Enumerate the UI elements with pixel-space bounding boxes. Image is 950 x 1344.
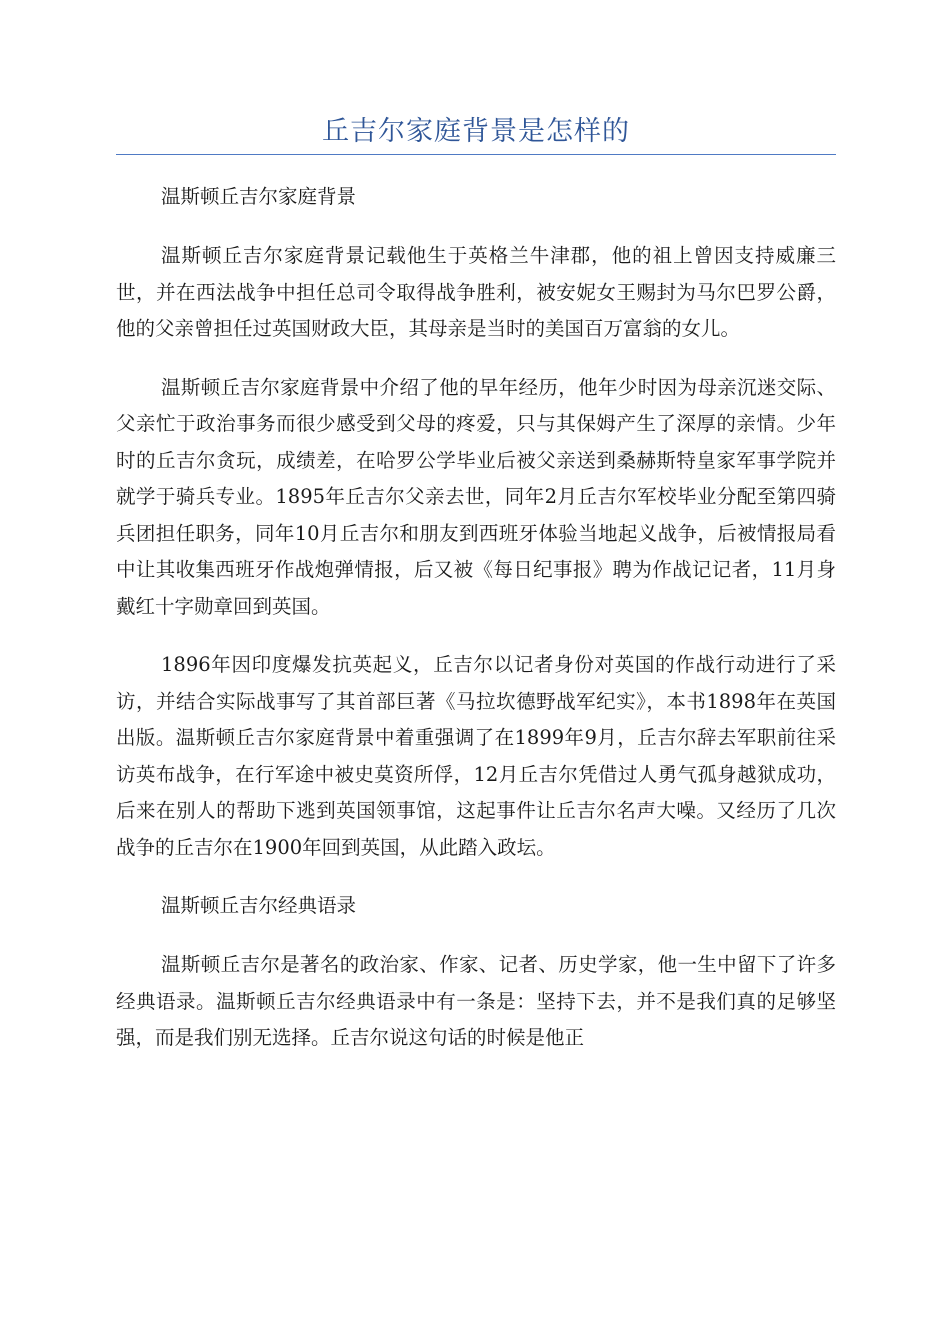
paragraph: 温斯顿丘吉尔是著名的政治家、作家、记者、历史学家，他一生中留下了许多经典语录。温斯顿丘吉尔经典语录中有一条是：坚持下去，并不是我们真的足够坚强，而是我们别无选择。丘吉尔说这句话的时候是他正 bbox=[116, 953, 836, 1049]
document-title: 丘吉尔家庭背景是怎样的 bbox=[116, 112, 836, 155]
section-heading: 温斯顿丘吉尔家庭背景 bbox=[161, 185, 357, 208]
document-page bbox=[116, 0, 836, 1057]
document-body bbox=[116, 179, 836, 1057]
paragraph: 温斯顿丘吉尔家庭背景记载他生于英格兰牛津郡，他的祖上曾因支持威廉三世，并在西法战争中担任总司令取得战争胜利，被安妮女王赐封为马尔巴罗公爵，他的父亲曾担任过英国财政大臣，其母亲是当时的美国百万富翁的女儿。 bbox=[116, 244, 836, 340]
paragraph: 1896年因印度爆发抗英起义，丘吉尔以记者身份对英国的作战行动进行了采访，并结合实际战事写了其首部巨著《马拉坎德野战军纪实》，本书1898年在英国出版。温斯顿丘吉尔家庭背景中着重强调了在1899年9月，丘吉尔辞去军职前往采访英布战争，在行军途中被史莫资所俘，12月丘吉尔凭借过人勇气孤身越狱成功，后来在别人的帮助下逃到英国领事馆，这起事件让丘吉尔名声大噪。又经历了几次战争的丘吉尔在1900年回到英国，从此踏入政坛。 bbox=[116, 653, 836, 859]
paragraph: 温斯顿丘吉尔家庭背景中介绍了他的早年经历，他年少时因为母亲沉迷交际、父亲忙于政治事务而很少感受到父母的疼爱，只与其保姆产生了深厚的亲情。少年时的丘吉尔贪玩，成绩差，在哈罗公学毕业后被父亲送到桑赫斯特皇家军事学院并就学于骑兵专业。1895年丘吉尔父亲去世，同年2月丘吉尔军校毕业分配至第四骑兵团担任职务，同年10月丘吉尔和朋友到西班牙体验当地起义战争，后被情报局看中让其收集西班牙作战炮弹情报，后又被《每日纪事报》聘为作战记记者，11月身戴红十字勋章回到英国。 bbox=[116, 375, 836, 618]
section-heading: 温斯顿丘吉尔经典语录 bbox=[161, 894, 357, 917]
